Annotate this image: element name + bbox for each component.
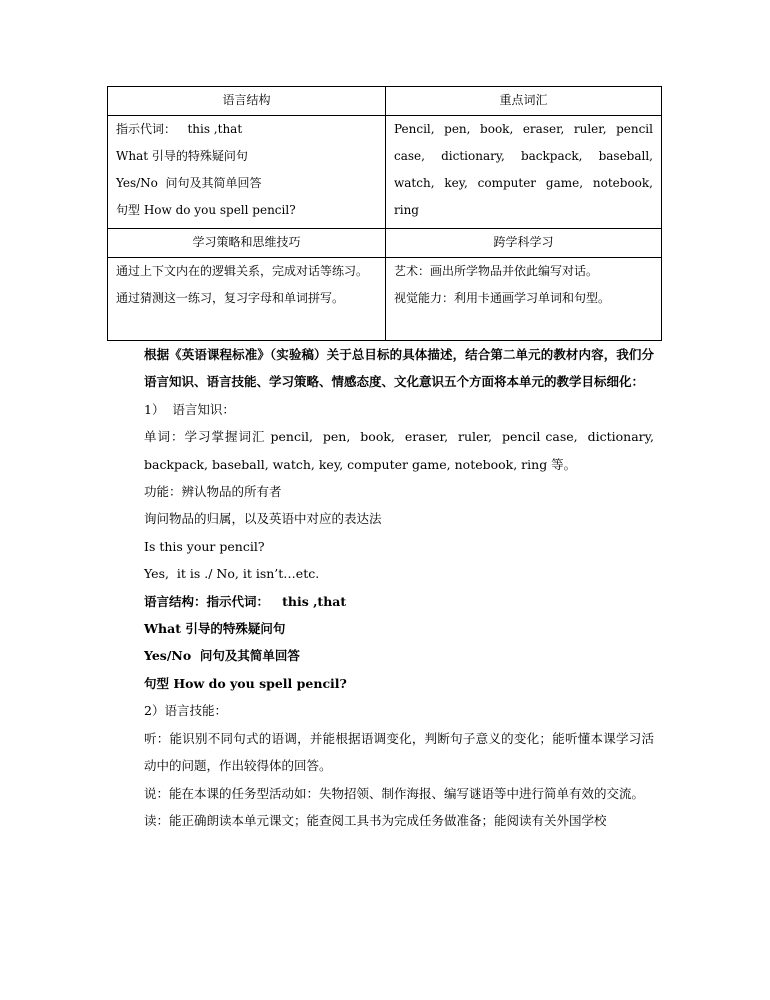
header-language-structure: 语言结构 [108,87,386,116]
vocabulary-text: Pencil, pen, book, eraser, ruler, pencil case, dictionary, backpack, baseball, watch, key, computer game, notebook, ring [394,122,653,217]
strategy-text-1: 通过上下文内在的逻辑关系，完成对话等练习。 [116,264,369,278]
example-answer: Yes, it is ./ No, it isn’t…etc. [144,566,320,582]
cross-subject-line-1: 艺术：画出所学物品并依此编写对话。 [394,264,599,278]
learning-strategies-cell [108,258,386,341]
example-question: Is this your pencil? [144,538,265,554]
structure-line-1: 指示代词： this ,that [116,122,243,136]
function-line-2: 询问物品的归属，以及英语中对应的表达法 [144,511,382,527]
strategy-text-2: 通过猜测这一练习，复习字母和单词拼写。 [116,291,345,305]
cross-subject-cell [386,258,662,341]
what-question-line: What 引导的特殊疑问句 [144,621,286,637]
vocabulary-paragraph: 单词：学习掌握词汇 pencil, pen, book, eraser, ruler, pencil case, dictionary, backpack, baseball, watch, key, computer game, notebook, ring 等。 [144,429,662,472]
structure-line-3: Yes/No 问句及其简单回答 [116,176,262,190]
table-header-row [108,229,662,258]
table-header-row [108,87,662,116]
cross-subject-line-2: 视觉能力：利用卡通画学习单词和句型。 [394,291,611,305]
structure-line-4: 句型 How do you spell pencil? [116,203,296,217]
header-cross-subject: 跨学科学习 [386,229,662,258]
pattern-line: 句型 How do you spell pencil? [144,675,347,691]
structure-line [116,588,654,615]
table-row [108,258,662,341]
structure-label: 语言结构：指示代词： [144,593,270,609]
listening-paragraph: 听：能识别不同句式的语调，并能根据语调变化，判断句子意义的变化；能听懂本课学习活动中的问题，作出较得体的回答。 [144,730,654,774]
body-text [116,341,662,834]
unit-overview-table [107,86,662,341]
key-vocabulary-cell [386,116,662,229]
speaking-paragraph: 说：能在本课的任务型活动如：失物招领、制作海报、编写谜语等中进行简单有效的交流。 [144,785,645,801]
table-row [108,116,662,229]
language-structure-cell [108,116,386,229]
section-language-knowledge: 1） 语言知识： [144,401,235,417]
function-line: 功能：辨认物品的所有者 [144,484,282,500]
header-key-vocabulary: 重点词汇 [386,87,662,116]
structure-value: this ,that [282,593,347,609]
structure-line-2: What 引导的特殊疑问句 [116,149,248,163]
yes-no-line: Yes/No 问句及其简单回答 [144,648,300,664]
section-language-skills: 2）语言技能： [144,703,227,719]
intro-paragraph: 根据《英语课程标准》（实验稿）关于总目标的具体描述，结合第二单元的教材内容，我们分语言知识、语言技能、学习策略、情感态度、文化意识五个方面将本单元的教学目标细化： [144,347,654,390]
header-learning-strategies: 学习策略和思维技巧 [108,229,386,258]
reading-paragraph: 读：能正确朗读本单元课文；能查阅工具书为完成任务做准备；能阅读有关外国学校 [144,812,607,828]
